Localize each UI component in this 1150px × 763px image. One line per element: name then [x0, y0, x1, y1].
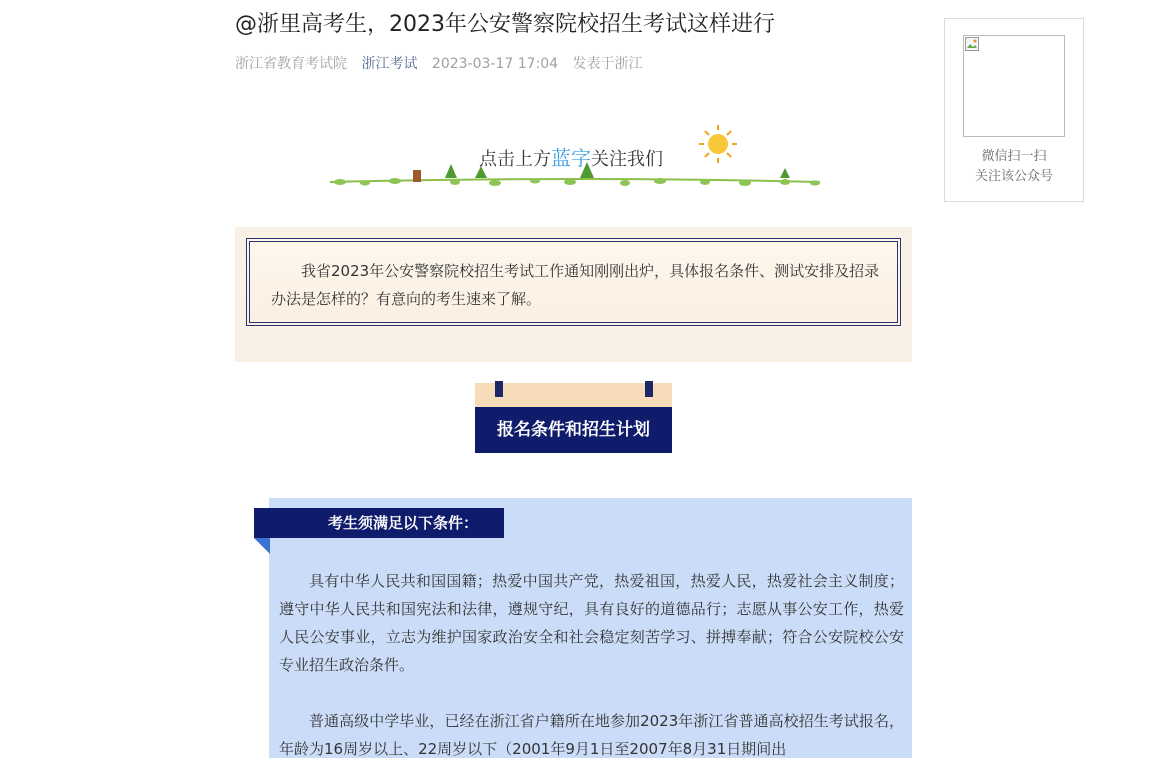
- intro-frame: [246, 238, 901, 326]
- section-title: 报名条件和招生计划: [475, 407, 672, 453]
- publish-location: 发表于浙江: [572, 56, 643, 72]
- condition-paragraph-2: 普通高级中学毕业，已经在浙江省户籍所在地参加2023年浙江省普通高校招生考试报名，年龄为16周岁以上、22周岁以下（2001年9月1日至2007年8月31日期间出: [279, 712, 904, 758]
- conditions-heading-corner: [254, 538, 270, 554]
- intro-text: 我省2023年公安警察院校招生考试工作通知刚刚出炉，具体报名条件、测试安排及招录办法是怎样的？有意向的考生速来了解。: [271, 262, 880, 308]
- account-link[interactable]: 浙江考试: [361, 56, 418, 72]
- qr-caption-1: 微信扫一扫: [981, 149, 1047, 164]
- follow-highlight: 蓝字: [551, 146, 591, 170]
- section-header: [475, 383, 672, 453]
- article-meta: [235, 54, 653, 74]
- publish-time: 2023-03-17 17:04: [431, 56, 559, 72]
- article-title: @浙里高考生，2023年公安警察院校招生考试这样进行: [235, 12, 775, 37]
- follow-banner: [325, 120, 825, 195]
- intro-box: [235, 227, 912, 362]
- section-pin-left: [495, 381, 503, 397]
- article-author: 浙江省教育考试院: [235, 56, 347, 72]
- follow-text: [479, 142, 663, 171]
- qr-code-image: [963, 35, 1065, 137]
- condition-paragraph-1: 具有中华人民共和国国籍；热爱中国共产党，热爱祖国，热爱人民，热爱社会主义制度；遵守中华人民共和国宪法和法律，遵规守纪，具有良好的道德品行；志愿从事公安工作，热爱人民公安事业，立志为维护国家政治安全和社会稳定刻苦学习、拼搏奉献；符合公安院校公安专业招生政治条件。: [279, 572, 904, 674]
- qr-sidebar: [944, 18, 1084, 202]
- section-pin-right: [645, 381, 653, 397]
- section-header-top: [475, 383, 672, 407]
- sun-icon: [699, 125, 737, 163]
- follow-prefix: 点击上方: [479, 149, 551, 170]
- conditions-heading: 考生须满足以下条件：: [254, 508, 504, 538]
- qr-caption-2: 关注该公众号: [974, 169, 1053, 184]
- follow-suffix: 关注我们: [591, 149, 663, 170]
- broken-image-icon: [965, 37, 979, 51]
